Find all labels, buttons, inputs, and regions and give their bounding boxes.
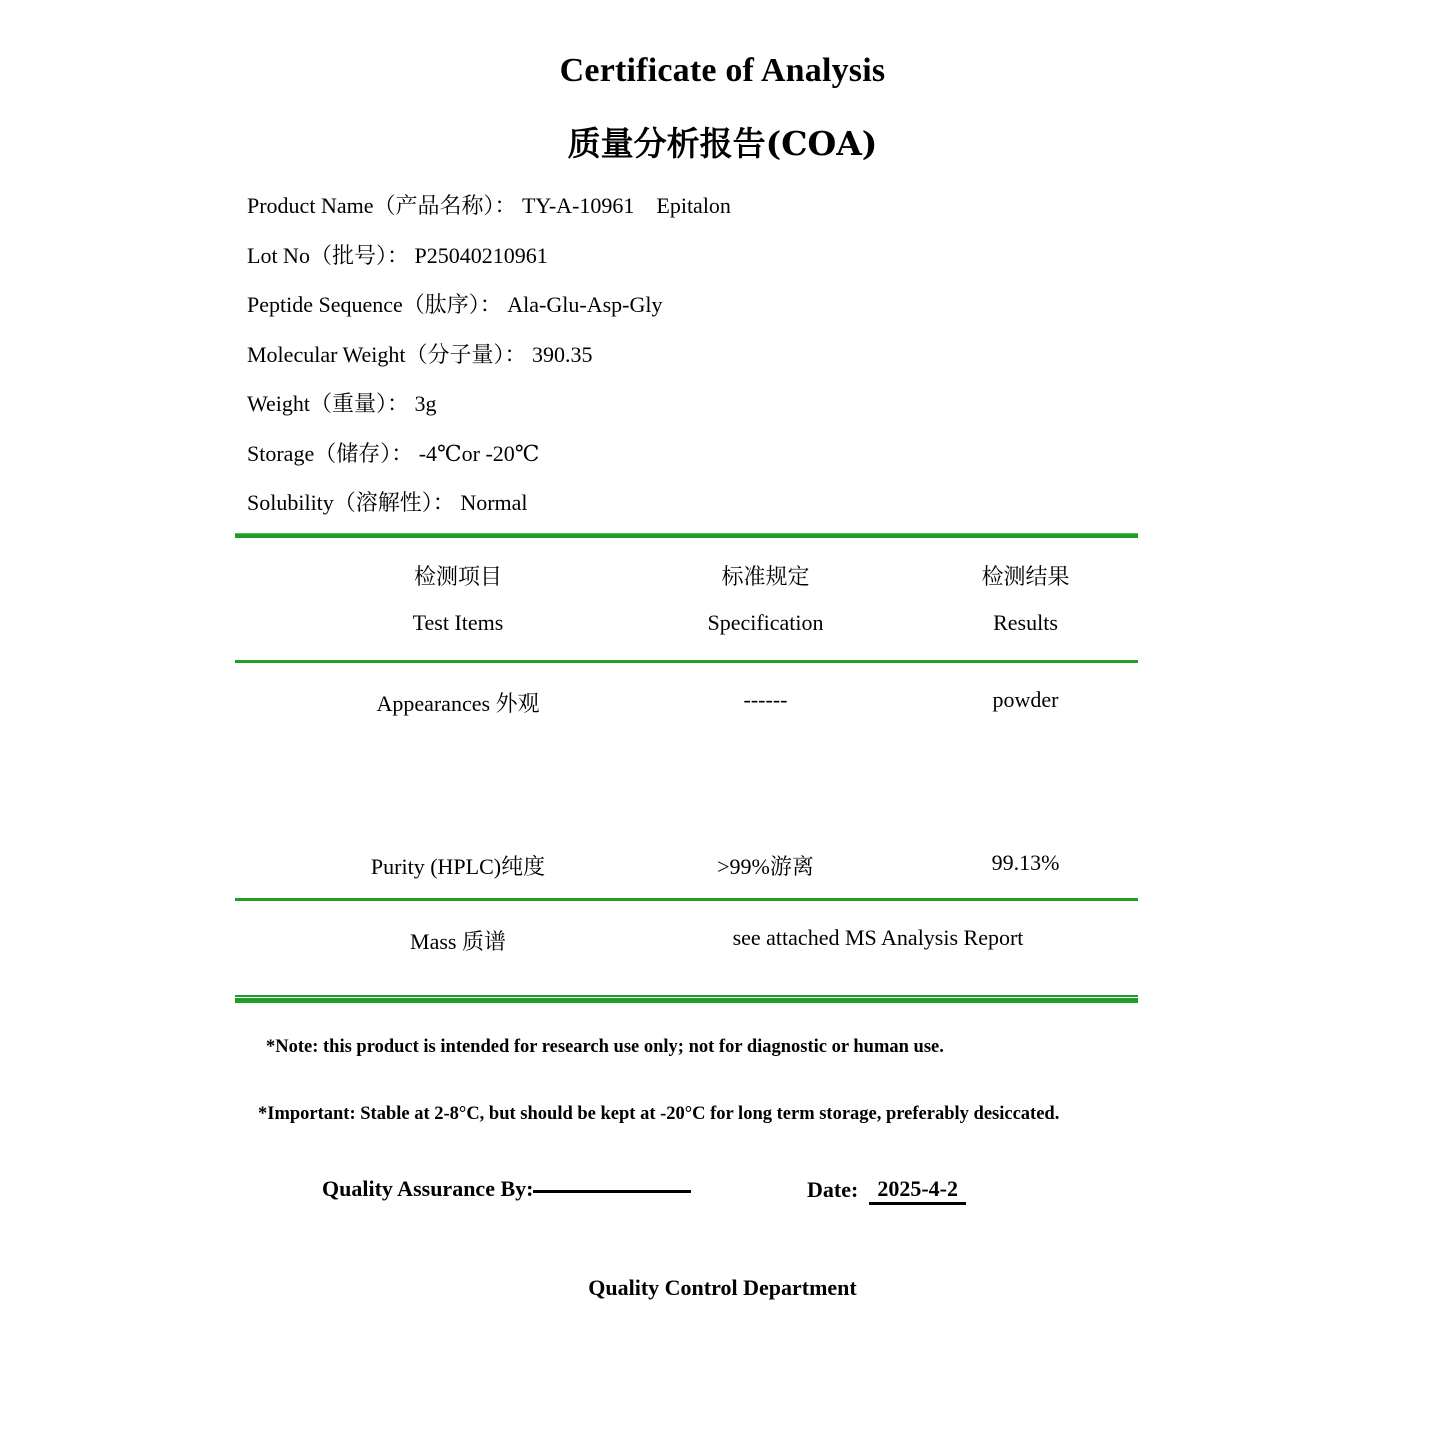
quality-assurance-field <box>322 1176 691 1202</box>
column-header-specification-en: Specification <box>707 610 824 635</box>
info-line-peptide-sequence <box>247 280 1147 330</box>
info-label-weight: Weight（重量）： <box>247 391 409 416</box>
analysis-table <box>235 533 1138 1003</box>
info-line-solubility <box>247 478 1147 528</box>
date-value[interactable]: 2025-4-2 <box>869 1176 966 1205</box>
info-line-molecular-weight <box>247 330 1147 380</box>
column-header-results-cn: 检测结果 <box>981 565 1070 590</box>
cell-result-purity: 99.13% <box>991 850 1060 875</box>
info-label-product-name: Product Name（产品名称）： <box>247 193 517 218</box>
cell-specification-mass: see attached MS Analysis Report <box>732 925 1024 950</box>
cell-test-item-appearances: Appearances 外观 <box>376 691 540 716</box>
info-label-peptide-sequence: Peptide Sequence（肽序）： <box>247 292 502 317</box>
column-header-results-en: Results <box>993 610 1058 635</box>
info-line-product-name <box>247 181 1147 231</box>
date-label: Date: <box>807 1177 859 1202</box>
info-value-lot-no: P25040210961 <box>408 242 548 268</box>
notes-section <box>258 1036 1162 1125</box>
note-important-storage: *Important: Stable at 2-8°C, but should be kept at -20°C for long term storage, preferably desiccated. <box>258 1104 1060 1124</box>
date-field <box>807 1176 966 1205</box>
table-header-row <box>235 538 1138 660</box>
info-value-solubility: Normal <box>454 490 528 515</box>
info-label-storage: Storage（储存）： <box>247 440 414 466</box>
column-header-test-items-en: Test Items <box>412 610 504 635</box>
info-value-weight: 3g <box>409 391 437 416</box>
info-line-lot-no <box>247 231 1147 281</box>
info-label-solubility: Solubility（溶解性）： <box>247 490 455 515</box>
footer-department: Quality Control Department <box>588 1275 857 1300</box>
product-info-block <box>247 181 1147 528</box>
cell-test-item-mass: Mass 质谱 <box>410 929 506 954</box>
info-label-lot-no: Lot No（批号）： <box>247 242 409 268</box>
note-research-use: *Note: this product is intended for research use only; not for diagnostic or human use. <box>266 1037 944 1057</box>
table-bottom-rule <box>235 998 1138 1003</box>
cell-specification-purity: >99%游离 <box>717 854 814 879</box>
cell-specification-appearances: ------ <box>743 687 788 712</box>
cell-result-appearances: powder <box>992 687 1059 712</box>
table-row <box>235 788 1138 898</box>
column-header-test-items-cn: 检测项目 <box>413 565 502 590</box>
info-label-molecular-weight: Molecular Weight（分子量）： <box>247 341 527 367</box>
quality-assurance-label: Quality Assurance By: <box>322 1176 534 1201</box>
table-row <box>235 663 1138 788</box>
page-title-chinese: 质量分析报告(COA) <box>567 124 878 163</box>
info-line-storage <box>247 429 1147 479</box>
column-header-specification-cn: 标准规定 <box>721 565 810 590</box>
cell-test-item-purity: Purity (HPLC)纯度 <box>370 854 546 879</box>
info-value-storage: -4℃or -20℃ <box>413 440 540 466</box>
info-value-molecular-weight: 390.35 <box>526 341 593 367</box>
info-value-product-name: TY-A-10961 Epitalon <box>516 193 731 218</box>
page-title-english: Certificate of Analysis <box>559 52 886 89</box>
info-line-weight <box>247 379 1147 429</box>
info-value-peptide-sequence: Ala-Glu-Asp-Gly <box>501 292 663 317</box>
quality-assurance-signature-line[interactable] <box>533 1190 691 1193</box>
table-row <box>235 901 1138 998</box>
